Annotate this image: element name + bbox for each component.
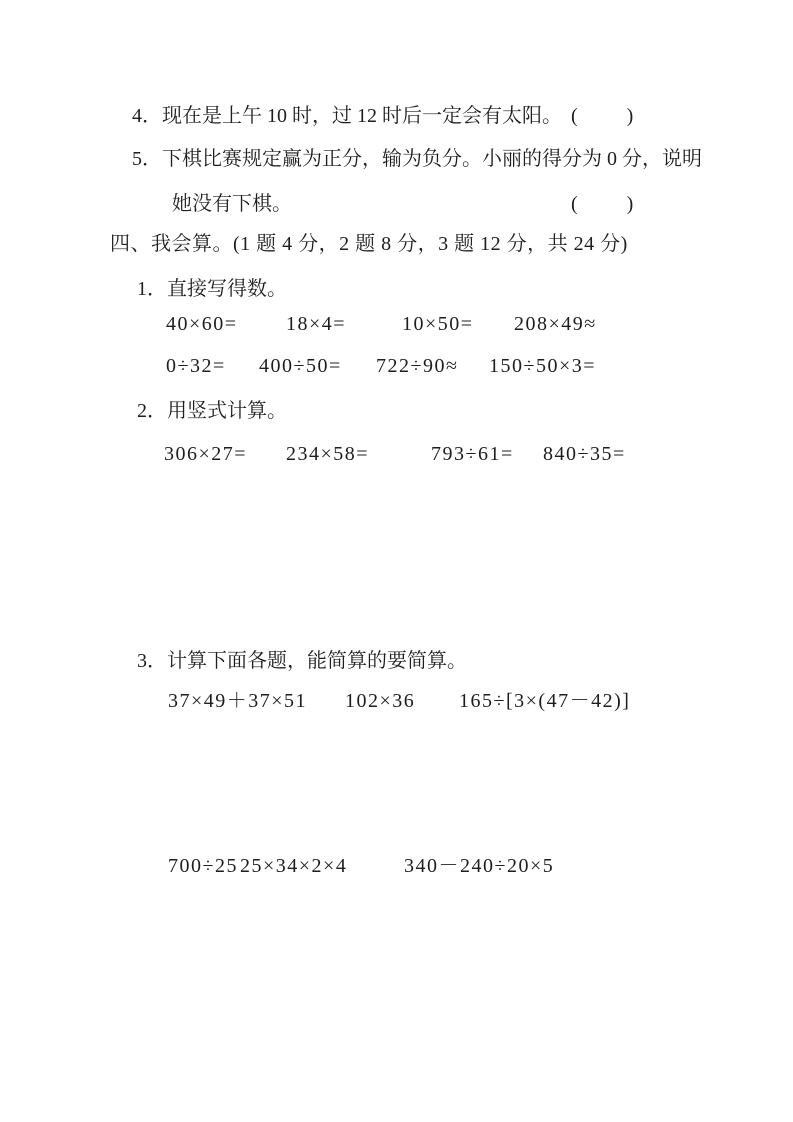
subproblem-1-label: 1．直接写得数。: [137, 278, 287, 300]
math-expression: 700÷25: [168, 855, 238, 877]
math-expression: 722÷90≈: [376, 355, 459, 377]
math-expression: 165÷[3×(47－42)]: [459, 690, 631, 712]
math-expression: 102×36: [345, 690, 416, 712]
question-5: [132, 147, 702, 171]
math-expression: 10×50=: [402, 313, 474, 335]
math-expression: 150÷50×3=: [489, 355, 597, 377]
math-expression: 40×60=: [166, 313, 238, 335]
math-expression: 306×27=: [164, 443, 248, 465]
math-expression: 340－240÷20×5: [404, 855, 555, 877]
math-expression: 0÷32=: [166, 355, 226, 377]
question-4-text: 现在是上午 10 时，过 12 时后一定会有太阳。: [162, 105, 562, 127]
math-expression: 400÷50=: [259, 355, 342, 377]
question-4: [132, 104, 562, 128]
subproblem-2-label: 2．用竖式计算。: [137, 400, 287, 422]
math-expression: 840÷35=: [543, 443, 626, 465]
math-expression: 208×49≈: [514, 313, 597, 335]
question-5-text-line1: 下棋比赛规定赢为正分，输为负分。小丽的得分为 0 分，说明: [162, 148, 702, 170]
question-4-number: 4．: [132, 105, 162, 127]
math-expression: 234×58=: [286, 443, 370, 465]
math-expression: 25×34×2×4: [240, 855, 348, 877]
math-expression: 18×4=: [286, 313, 347, 335]
section-heading: 四、我会算。(1 题 4 分，2 题 8 分，3 题 12 分，共 24 分): [110, 233, 628, 255]
question-5-number: 5．: [132, 148, 162, 170]
subproblem-3-label: 3．计算下面各题，能简算的要简算。: [137, 650, 467, 672]
math-expression: 37×49＋37×51: [168, 690, 308, 712]
question-4-answer-blank: ( ): [571, 105, 637, 127]
question-5-text-line2: 她没有下棋。: [172, 193, 292, 215]
question-5-answer-blank: ( ): [571, 193, 637, 215]
math-expression: 793÷61=: [431, 443, 514, 465]
